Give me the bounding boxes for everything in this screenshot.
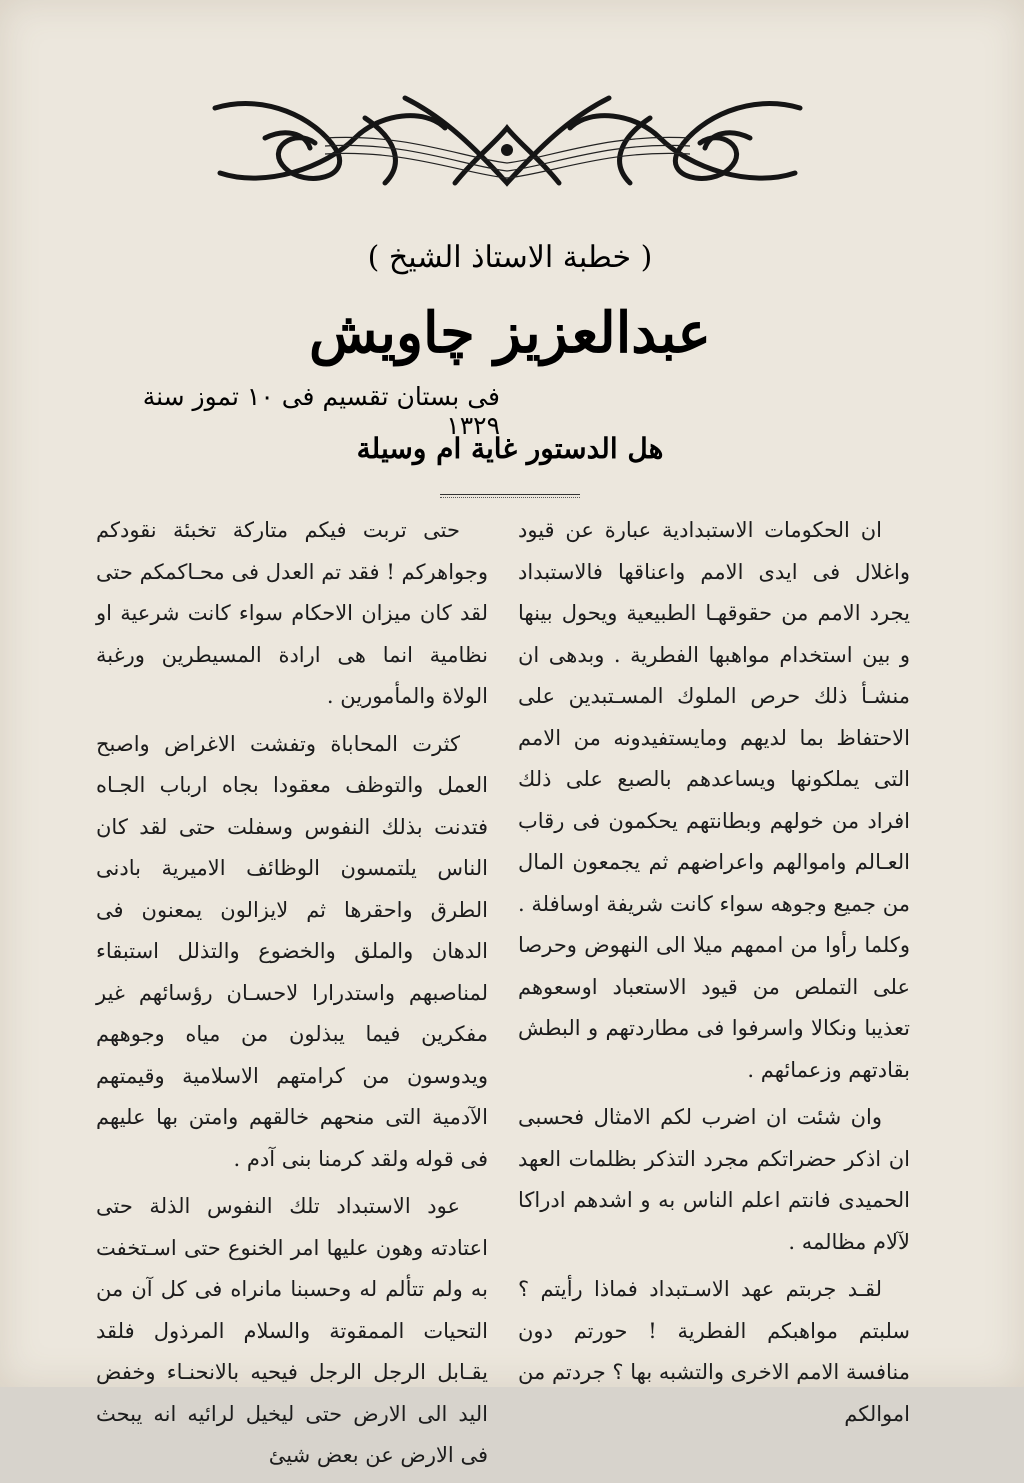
art-nouveau-headpiece-icon [205, 88, 810, 196]
speech-topic-heading: هل الدستور غاية ام وسيلة [356, 432, 664, 465]
left-text-column [96, 510, 488, 1483]
speech-dateline: فى بستان تقسيم فى ١٠ تموز سنة ١٣٢٩ [142, 382, 500, 440]
paragraph: عود الاستبداد تلك النفوس الذلة حتى اعتادته وهون عليها امر الخنوع حتى اسـتخفت به ولم تتألم له وحسبنا مانراه فى كل آن من التحيات الممقوتة والسلام المرذول فلقد يقـابل الرجل الرجل فيحيه بالانحنـاء وخفض اليد الى الارض حتى ليخيل لرائيه انه يبحث فى الارض عن بعض شيئ [96, 1194, 488, 1467]
paragraph: ان الحكومات الاستبدادية عبارة عن قيود واغلال فى ايدى الامم واعناقها فالاستبداد يجرد الامم من حقوقهـا الطبيعية ويحول بينها و بين استخدام مواهبها الفطرية . وبدهى ان منشـأ ذلك حرص الملوك المسـتبدين على الاحتفاظ بما لديهم ومايستفيدونه من الامم التى يملكونها ويساعدهم بالصبع على ذلك افراد من خولهم وبطانتهم يحكمون فى رقاب العـالم واموالهم واعراضهم ثم يجمعون المال من جميع وجوهه سواء كانت شريفة اوسافلة . وكلما رأوا من اممهم ميلا الى النهوض وحرصا على التملص من قيود الاستعباد اوسعوهم تعذيبا ونكالا واسرفوا فى مطاردتهم و البطش بقادتهم وزعمائهم . [518, 518, 910, 1082]
speech-subtitle: ( خطبة الاستاذ الشيخ ) [367, 240, 653, 275]
speaker-name-title: عبدالعزيز چاويش [309, 300, 711, 366]
section-divider [440, 494, 580, 495]
paragraph: كثرت المحاباة وتفشت الاغراض واصبح العمل والتوظف معقودا بجاه ارباب الجـاه فتدنت بذلك النفوس وسفلت حتى لقد كان الناس يلتمسون الوظائف الاميرية بادنى الطرق واحقرها ثم لايزالون يمعنون فى الدهان والملق والخضوع والتذلل استبقاء لمناصبهم واستدرارا لاحسـان رؤسائهم غير مفكرين فيما يبذلون من مياه وجوههم ويدوسون من كرامتهم الاسلامية وقيمتهم الآدمية التى منحهم خالقهم وامتن بها عليهم فى قوله ولقد كرمنا بنى آدم . [96, 731, 488, 1171]
paragraph: لقـد جربتم عهد الاسـتبداد فماذا رأيتم ؟ سلبتم مواهبكم الفطرية ! حورتم دون منافسة الامم الاخرى والتشبه بها ؟ جردتم من اموالكم [518, 1277, 910, 1426]
paragraph: وان شئت ان اضرب لكم الامثال فحسبى ان اذكر حضراتكم مجرد التذكر بظلمات العهد الحميدى فانتم اعلم الناس به و اشدهم ادراكا لآلام مظالمه . [518, 1105, 910, 1254]
right-text-column [518, 510, 910, 1441]
paragraph: حتى تربت فيكم متاركة تخبئة نقودكم وجواهركم ! فقد تم العدل فى محـاكمكم حتى لقد كان ميزان الاحكام سواء كانت شرعية او نظامية انما هى ارادة المسيطرين ورغبة الولاة والمأمورين . [96, 518, 488, 708]
